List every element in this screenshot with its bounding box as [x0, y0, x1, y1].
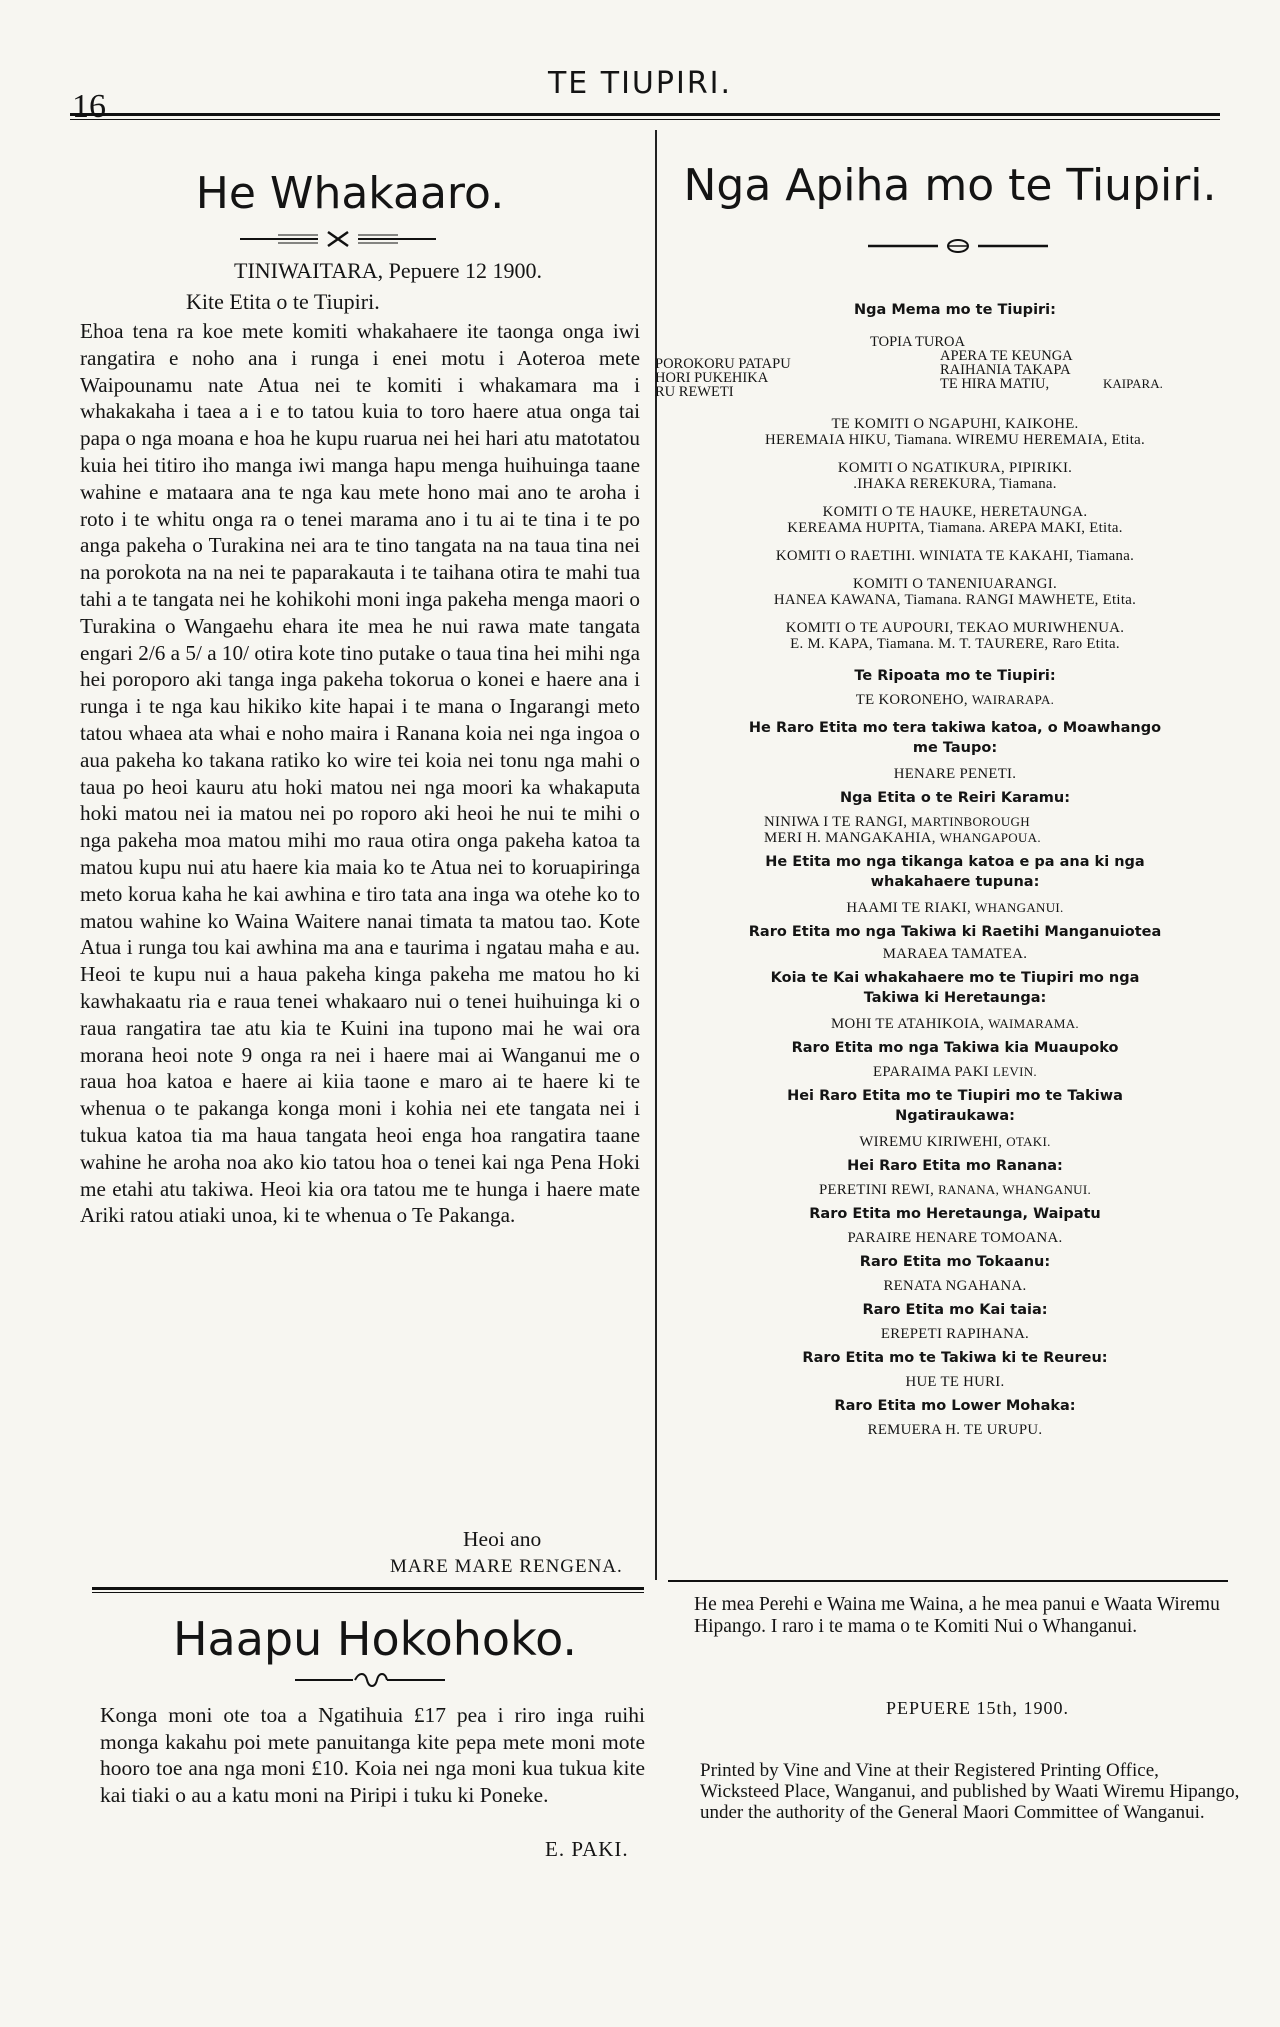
printer-imprint: Printed by Vine and Vine at their Registered Printing Office, Wicksteed Place, Wanganui, and published by Waati Wiremu Hipango, under the authority of the General Maori Committee of Wanganui. [700, 1760, 1240, 1823]
member-name: POROKORU PATAPU [655, 356, 791, 372]
notice-heading: Haapu Hokohoko. [172, 1612, 578, 1666]
kai-entry [670, 1016, 1240, 1033]
ngati-title: Hei Raro Etita mo te Tiupiri mo te Takiwa [787, 1088, 1123, 1104]
publication-title: TE TIUPIRI. [547, 66, 733, 101]
ngati-name: WIREMU KIRIWEHI, [859, 1134, 1003, 1150]
footer-rule [668, 1580, 1228, 1582]
tokaanu-title: Raro Etita mo Tokaanu: [859, 1254, 1051, 1270]
reiri-name-1: NINIWA I TE RANGI, [764, 814, 908, 830]
kai-title-2: Takiwa ki Heretaunga: [863, 990, 1047, 1006]
ranana-title: Hei Raro Etita mo Ranana: [847, 1158, 1063, 1174]
members-title: Nga Mema mo te Tiupiri: [854, 302, 1056, 318]
ranana-name: PERETINI REWI, [819, 1182, 935, 1198]
tikanga-title-2: whakahaere tupuna: [870, 874, 1040, 890]
muaupoko-name: EPARAIMA PAKI [873, 1064, 989, 1080]
reiri-place-1: MARTINBOROUGH [911, 814, 1030, 829]
ripoata-place: WAIRARAPA. [971, 692, 1055, 707]
reiri-entry-2 [764, 830, 1041, 847]
komiti-name: KOMITI O TE HAUKE, HERETAUNGA. [822, 504, 1088, 520]
ripoata-entry [670, 692, 1240, 709]
header-rule [70, 113, 1220, 116]
komiti-officers: E. M. KAPA, Tiamana. M. T. TAURERE, Raro Etita. [790, 636, 1120, 652]
komiti-name: TE KOMITI O NGAPUHI, KAIKOHE. [831, 416, 1079, 432]
komiti-name: KOMITI O TE AUPOURI, TEKAO MURIWHENUA. [785, 620, 1125, 636]
ranana-entry [670, 1182, 1240, 1199]
muaupoko-place: LEVIN. [992, 1064, 1037, 1079]
letter-dateline: TINIWAITARA, Pepuere 12 1900. [234, 258, 542, 283]
ngati-place: OTAKI. [1006, 1134, 1051, 1149]
raro-etita-title-2: me Taupo: [912, 740, 998, 756]
member-name: HORI PUKEHIKA [655, 370, 769, 386]
scroll-ornament-icon [295, 1672, 445, 1688]
member-name: RU REWETI [655, 384, 734, 400]
letter-greeting: Kite Etita o te Tiupiri. [186, 289, 380, 314]
kaitaia-title: Raro Etita mo Kai taia: [862, 1302, 1048, 1318]
notice-signature: E. PAKI. [545, 1837, 629, 1861]
reiri-place-2: WHANGAPOUA. [939, 830, 1041, 845]
kai-title: Koia te Kai whakahaere mo te Tiupiri mo nga [770, 970, 1140, 986]
member-name: TE HIRA MATIU, [940, 376, 1050, 392]
member-name: APERA TE KEUNGA [940, 348, 1073, 364]
heretaunga-name: PARAIRE HENARE TOMOANA. [847, 1230, 1063, 1246]
leaf-ornament-icon [868, 238, 1048, 254]
reureu-title: Raro Etita mo te Takiwa ki te Reureu: [802, 1350, 1108, 1366]
tikanga-place: WHANGANUI. [975, 900, 1064, 915]
komiti-name: KOMITI O TANENIUARANGI. [853, 576, 1057, 592]
raetihi-title: Raro Etita mo nga Takiwa ki Raetihi Manganuiotea [748, 924, 1162, 940]
member-name: TOPIA TUROA [870, 334, 965, 350]
komiti-officers: HANEA KAWANA, Tiamana. RANGI MAWHETE, Etita. [773, 592, 1137, 608]
reiri-entry-1 [764, 814, 1030, 831]
reiri-name-2: MERI H. MANGAKAHIA, [764, 830, 936, 846]
komiti-officers: .IHAKA REREKURA, Tiamana. [853, 476, 1057, 492]
cross-ornament-icon [238, 230, 438, 248]
raro-etita-title: He Raro Etita mo tera takiwa katoa, o Moawhango [748, 720, 1162, 736]
letter-signature: MARE MARE RENGENA. [390, 1556, 623, 1577]
section-rule-thin [92, 1592, 644, 1593]
raetihi-name: MARAEA TAMATEA. [882, 946, 1028, 962]
kai-place: WAIMARAMA. [988, 1016, 1079, 1031]
kaitaia-name: EREPETI RAPIHANA. [880, 1326, 1030, 1342]
notice-body: Konga moni ote toa a Ngatihuia £17 pea i riro inga ruihi monga kakahu poi mete panuitanga kite pepa mete moni mote hooro toe ana nga moni £10. Koia nei nga moni kua tukua kite kai tiaki o au a katu moni na Piripi i tuku ki Poneke. [100, 1703, 645, 1807]
agents-heading: Nga Apiha mo te Tiupiri. [683, 160, 1217, 211]
komiti-name: KOMITI O NGATIKURA, PIPIRIKI. [837, 460, 1073, 476]
members-list [655, 332, 1245, 412]
ripoata-title: Te Ripoata mo te Tiupiri: [854, 668, 1056, 684]
header-rule-thin [70, 119, 1220, 120]
ranana-place: RANANA, WHANGANUI. [938, 1182, 1091, 1197]
member-name: RAIHANIA TAKAPA [940, 362, 1071, 378]
section-rule [92, 1587, 644, 1590]
tikanga-entry [670, 900, 1240, 917]
tikanga-name: HAAMI TE RIAKI, [846, 900, 972, 916]
reiri-title: Nga Etita o te Reiri Karamu: [839, 790, 1071, 806]
letter-heading: He Whakaaro. [195, 168, 505, 219]
page-number: 16 [72, 88, 106, 125]
ngati-entry [670, 1134, 1240, 1151]
tokaanu-name: RENATA NGAHANA. [883, 1278, 1027, 1294]
kai-name: MOHI TE ATAHIKOIA, [831, 1016, 985, 1032]
mohaka-title: Raro Etita mo Lower Mohaka: [834, 1398, 1076, 1414]
issue-date: PEPUERE 15th, 1900. [886, 1698, 1070, 1718]
publisher-note: He mea Perehi e Waina me Waina, a he mea panui e Waata Wiremu Hipango. I raro i te mama o te Komiti Nui o Whanganui. [694, 1594, 1220, 1637]
member-place: KAIPARA. [1103, 376, 1163, 391]
ngati-title-2: Ngatiraukawa: [895, 1108, 1015, 1124]
komiti-officers: HEREMAIA HIKU, Tiamana. WIREMU HEREMAIA, Etita. [764, 432, 1146, 448]
ripoata-name: TE KORONEHO, [855, 692, 968, 708]
raro-etita-name: HENARE PENETI. [893, 766, 1017, 782]
tikanga-title: He Etita mo nga tikanga katoa e pa ana ki nga [765, 854, 1145, 870]
muaupoko-entry [670, 1064, 1240, 1081]
signoff-text: Heoi ano [463, 1527, 542, 1551]
mohaka-name: REMUERA H. TE URUPU. [867, 1422, 1043, 1438]
letter-body: Ehoa tena ra koe mete komiti whakahaere ite taonga onga iwi rangatira e noho ana i runga i enei motu i Aoteroa mete Waipounamu nate Atua nei te komiti i whakamara ma i whakakaha i taea a i e to tatou kuia to toro haere atua onga tai papa o nga moana e hoa he kupu ruarua nei hei hari atu matotatou kuia hei titiro iho manga iwi manga hapu menga huihuinga taane wahine e mataara ana te nga kau mete hono mai ano te aroha i roto i te whitu onga ra o tenei marama ano i tu ai te tina i te po anga pakeha o Turakina nei ara te tino tangata na na taua tina nei na porokota na na nei te paparakauta i te taihana otira te mahi tua tahi a te tangata nei he kohikohi moni inga pakeha menga maori o Turakina o Wangaehu ehara ite mea he nui rawa mate tangata engari 2/6 a 5/ a 10/ otira kote tino putake o taua tina hei mihi nga hei poroporo aki tanga inga pakeha tokorua o konei e haere ana i runga i te nga kau hikiko kite hapai i te mana o Ingarangi meto tatou whaea ata whai e noho maira i Ranana koia nei nga ingoa o aua pakeha ko takana ratiko ko wire tei koia nei tonu nga mahi o taua po heoi kauru atu hoki matou nei nga moori ka whakaputa hoki matou nei ia matou nei po roporo aki heoi he nui te mihi o nga pakeha moa matou mihi mo raua otira onga pakeha katoa ta matou kupu nui atu haere kia maia ko te Atua nei to koruapiringa meto korua kaha he kai awhina e tiro tata ana inga wa otehe ko to matou wahine ko Waina Waitere nanai timata ta matou tao. Kote Atua i runga tou kai awhina ma ana e taurima i ngatau maha e au. Heoi te kupu nui a haua pakeha kinga pakeha me matou ho ki kawhakaatu ria e raua tenei whakaaro nui o tenei huihuinga ki o raua rangatira tae atu kia te Kuini ina tupono mai he wai ora morana heoi note 9 onga ra nei i haere mai ai Wanganui me o raua hoa katoa e haere ai kiia taone e maro ai te haere ki te whenua o te pakanga konga moni i kohia nei ete tangata nei i tukua katoa tia ma haua tangata heoi enga hoa rangatira taane wahine he aroha noa ako kio tatou hoa o tenei kai nga Pena Hoki me etahi atu takiwa. Heoi kia ora tatou me te hunga i haere mate Ariki ratou atiaki unoa, ki te whenua o Te Pakanga. [80, 319, 640, 1228]
komiti-officers: KEREAMA HUPITA, Tiamana. AREPA MAKI, Etita. [787, 520, 1123, 536]
heretaunga-title: Raro Etita mo Heretaunga, Waipatu [809, 1206, 1101, 1222]
komiti-name: KOMITI O RAETIHI. WINIATA TE KAKAHI, Tiamana. [775, 548, 1135, 564]
reureu-name: HUE TE HURI. [905, 1374, 1005, 1390]
muaupoko-title: Raro Etita mo nga Takiwa kia Muaupoko [791, 1040, 1119, 1056]
